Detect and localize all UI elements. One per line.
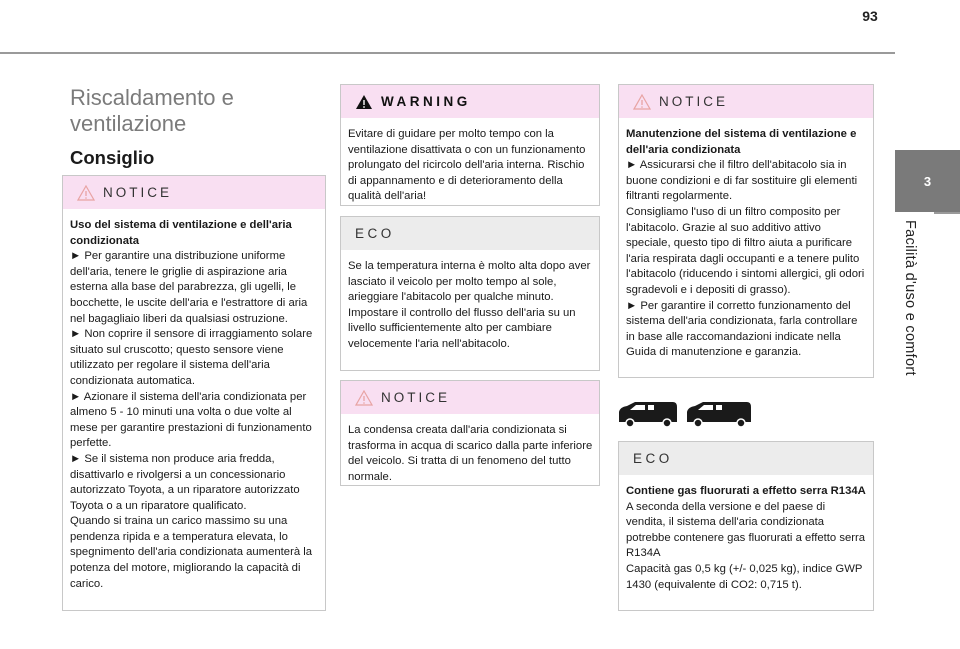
warning-triangle-outline-icon xyxy=(77,185,95,201)
eco-label: ECO xyxy=(355,226,395,241)
eco-body xyxy=(619,475,873,593)
van-icons xyxy=(617,398,753,428)
subtitle: Consiglio xyxy=(70,147,155,168)
warning-header xyxy=(341,85,599,118)
notice-text: ► Assicurarsi che il filtro dell'abitacolo sia in buone condizioni e di far sostituire gli elementi filtranti regolarmente. Consigliamo l'uso di un filtro composito per l'abitacolo. Grazie al suo additivo attivo speciale, questo tipo di filtro aiuta a purificare l'aria respirata dagli occupanti e a tenere pulito l'abitacolo (riducendo i sintomi allergici, gli odori sgradevoli e i depositi di grasso). ► Per garantire il corretto funzionamento del sistema dell'aria condizionata, farla controllare in base alle raccomandazioni indicate nella Guida di manutenzione e garanzia. xyxy=(626,159,865,359)
chapter-tab[interactable]: 3 xyxy=(895,150,960,212)
notice-body xyxy=(63,209,325,592)
eco-text: A seconda della versione e del paese di vendita, il sistema dell'aria condizionata potrebbe contenere gas fluorurati a effetto serra R134A Capacità gas 0,5 kg (+/- 0,025 kg), indice GWP 1430 (equivalente di CO2: 0,715 t). xyxy=(626,500,866,591)
notice-label: NOTICE xyxy=(381,390,451,405)
van-icon xyxy=(687,402,751,427)
warning-text: Evitare di guidare per molto tempo con la ventilazione disattivata o con un funzionamento prolungato del ricircolo dell'aria interna. Rischio di appannamento e di deterioramento della qualità dell'aria! xyxy=(348,128,586,203)
page-number: 93 xyxy=(862,8,878,24)
notice-header xyxy=(619,85,873,118)
eco-label: ECO xyxy=(633,451,673,466)
eco-header xyxy=(619,442,873,475)
warning-triangle-outline-icon xyxy=(355,390,373,406)
top-divider xyxy=(0,52,895,54)
chapter-title: Facilità d'uso e comfort xyxy=(902,220,918,376)
notice-body xyxy=(341,414,599,485)
eco-box-air-renewal xyxy=(340,216,600,371)
notice-header xyxy=(63,176,325,209)
notice-heading: Manutenzione del sistema di ventilazione e dell'aria condizionata xyxy=(626,128,857,156)
warning-triangle-outline-icon xyxy=(633,94,651,110)
notice-body xyxy=(619,118,873,361)
warning-label: WARNING xyxy=(381,94,471,109)
eco-body xyxy=(341,250,599,353)
eco-heading: Contiene gas fluorurati a effetto serra R134A xyxy=(626,485,866,497)
notice-box-maintenance xyxy=(618,84,874,378)
notice-label: NOTICE xyxy=(659,94,729,109)
notice-box-ventilation-use xyxy=(62,175,326,611)
eco-box-fluorinated-gas xyxy=(618,441,874,611)
section-title: Riscaldamento e ventilazione xyxy=(70,85,234,136)
warning-box xyxy=(340,84,600,206)
side-divider xyxy=(934,212,960,214)
notice-box-condensation xyxy=(340,380,600,486)
eco-text: Se la temperatura interna è molto alta dopo aver lasciato il veicolo per molto tempo al sole, arieggiare l'abitacolo per qualche minuto. Impostare il controllo del flusso dell'aria su un livello sufficientemente alto per cambiare velocemente l'aria nell'abitacolo. xyxy=(348,260,591,350)
notice-header xyxy=(341,381,599,414)
notice-label: NOTICE xyxy=(103,185,173,200)
eco-header xyxy=(341,217,599,250)
notice-text: La condensa creata dall'aria condizionata si trasforma in acqua di scarico dalla parte inferiore del veicolo. Si tratta di un fenomeno del tutto normale. xyxy=(348,424,593,483)
notice-heading: Uso del sistema di ventilazione e dell'aria condizionata xyxy=(70,219,292,247)
warning-triangle-filled-icon xyxy=(355,94,373,110)
van-icon xyxy=(619,402,677,427)
notice-text: ► Per garantire una distribuzione uniforme dell'aria, tenere le griglie di aspirazione aria esterna alla base del parabrezza, gli ugelli, le bocchette, le uscite dell'aria e l'estrattore di aria nel bagagliaio liberi da qualsiasi ostruzione. ► Non coprire il sensore di irraggiamento solare situato sul cruscotto; questo sensore viene utilizzato per regolare il sistema dell'aria condizionata automatica. ► Azionare il sistema dell'aria condizionata per almeno 5 - 10 minuti una volta o due volte al mese per garantire prestazioni di funzionamento perfette. ► Se il sistema non produce aria fredda, disattivarlo e rivolgersi a un concessionario autorizzato Toyota, a un riparatore autorizzato Toyota o a un riparatore qualificato. Quando si traina un carico massimo su una pendenza ripida e a temperatura elevata, lo spegnimento dell'aria condizionata aumenterà la potenza del motore, migliorando la capacità di carico. xyxy=(70,250,313,590)
warning-body xyxy=(341,118,599,205)
